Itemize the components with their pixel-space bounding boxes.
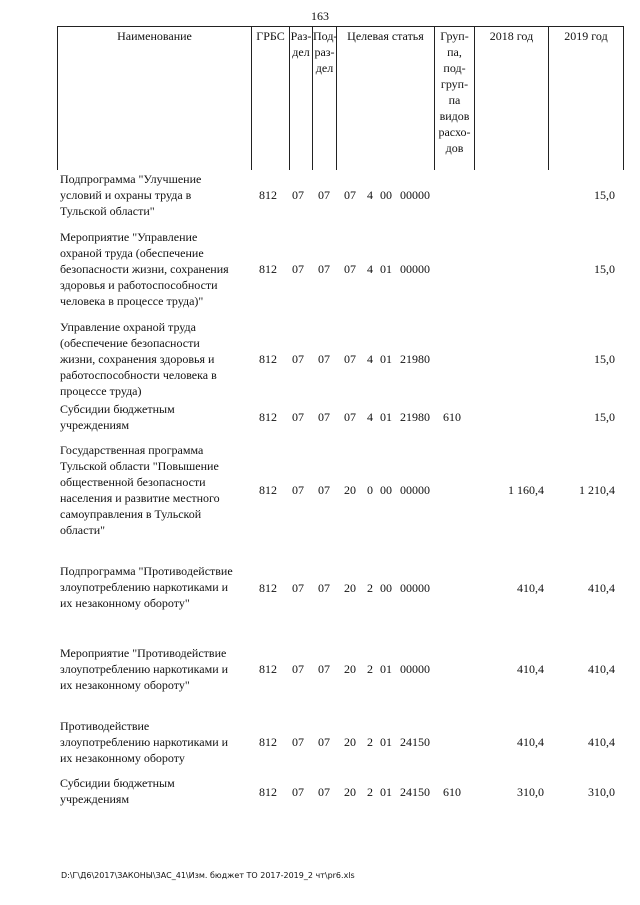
row-razdel: 07 [292, 483, 304, 497]
row-razdel: 07 [292, 410, 304, 424]
row-target-subprogram: 2 [367, 581, 373, 595]
row-target-direction: 21980 [400, 410, 430, 424]
row-target-event: 01 [380, 410, 392, 424]
row-target-program: 07 [344, 352, 356, 366]
row-target-direction: 00000 [400, 188, 430, 202]
row-target-subprogram: 4 [367, 188, 373, 202]
page-number: 163 [311, 9, 329, 23]
header-grbs: ГРБС [256, 29, 285, 43]
row-2019: 310,0 [588, 785, 615, 799]
row-target-event: 01 [380, 262, 392, 276]
row-razdel: 07 [292, 735, 304, 749]
row-2019: 15,0 [594, 410, 615, 424]
row-podrazdel: 07 [318, 262, 330, 276]
row-2018: 410,4 [517, 735, 544, 749]
row-2019: 15,0 [594, 188, 615, 202]
row-grbs: 812 [259, 662, 277, 676]
row-grbs: 812 [259, 352, 277, 366]
row-grbs: 812 [259, 483, 277, 497]
row-name: Субсидии бюджетным учреждениям [60, 776, 175, 806]
row-target-program: 07 [344, 188, 356, 202]
row-grbs: 812 [259, 188, 277, 202]
row-name: Подпрограмма "Противодействие злоупотреблению наркотиками и их незаконному обороту" [60, 564, 233, 610]
row-grbs: 812 [259, 735, 277, 749]
row-expense-group: 610 [443, 785, 461, 799]
row-target-program: 20 [344, 581, 356, 595]
row-grbs: 812 [259, 262, 277, 276]
row-podrazdel: 07 [318, 581, 330, 595]
row-razdel: 07 [292, 785, 304, 799]
row-razdel: 07 [292, 188, 304, 202]
row-target-program: 20 [344, 483, 356, 497]
header-border-2018 [474, 26, 475, 170]
row-target-program: 20 [344, 735, 356, 749]
row-target-event: 00 [380, 581, 392, 595]
header-group: Груп- па, под- груп- па видов расхо- дов [438, 29, 471, 155]
row-podrazdel: 07 [318, 735, 330, 749]
row-target-event: 01 [380, 352, 392, 366]
header-razdel: Раз- дел [290, 29, 312, 59]
row-razdel: 07 [292, 262, 304, 276]
row-razdel: 07 [292, 662, 304, 676]
row-razdel: 07 [292, 352, 304, 366]
row-target-subprogram: 4 [367, 262, 373, 276]
row-target-program: 07 [344, 262, 356, 276]
row-grbs: 812 [259, 785, 277, 799]
row-target-event: 01 [380, 662, 392, 676]
row-podrazdel: 07 [318, 352, 330, 366]
row-name: Управление охраной труда (обеспечение безопасности жизни, сохранения здоровья и работоспособности человека в процессе труда) [60, 320, 217, 398]
row-target-program: 20 [344, 662, 356, 676]
header-2018: 2018 год [489, 29, 534, 43]
row-name: Субсидии бюджетным учреждениям [60, 402, 175, 432]
row-target-program: 20 [344, 785, 356, 799]
row-2018: 1 160,4 [508, 483, 544, 497]
row-target-direction: 21980 [400, 352, 430, 366]
row-target-program: 07 [344, 410, 356, 424]
row-target-event: 01 [380, 735, 392, 749]
row-target-direction: 24150 [400, 785, 430, 799]
header-border-grbs [251, 26, 252, 170]
row-target-subprogram: 4 [367, 410, 373, 424]
row-name: Противодействие злоупотреблению наркотиками и их незаконному обороту [60, 719, 229, 765]
row-2019: 410,4 [588, 735, 615, 749]
row-2018: 310,0 [517, 785, 544, 799]
header-2019: 2019 год [564, 29, 608, 43]
header-podrazdel: Под- раз- дел [313, 29, 338, 75]
row-expense-group: 610 [443, 410, 461, 424]
header-top-rule [57, 26, 624, 27]
row-podrazdel: 07 [318, 410, 330, 424]
row-target-subprogram: 2 [367, 662, 373, 676]
row-podrazdel: 07 [318, 785, 330, 799]
row-target-direction: 00000 [400, 483, 430, 497]
row-name: Подпрограмма "Улучшение условий и охраны труда в Тульской области" [60, 172, 202, 218]
header-border-right [623, 26, 624, 170]
row-name: Мероприятие "Управление охраной труда (обеспечение безопасности жизни, сохранения здоровья и работоспособности человека в процессе труда)" [60, 230, 229, 308]
row-2019: 1 210,4 [579, 483, 615, 497]
row-razdel: 07 [292, 581, 304, 595]
row-podrazdel: 07 [318, 483, 330, 497]
row-2019: 410,4 [588, 662, 615, 676]
row-podrazdel: 07 [318, 188, 330, 202]
row-target-direction: 00000 [400, 262, 430, 276]
file-path-footer: D:\Г\Д6\2017\ЗАКОНЫ\ЗАС_41\Изм. бюджет ТО 2017-2019_2 чт\pr6.xls [61, 871, 355, 880]
row-name: Государственная программа Тульской области "Повышение общественной безопасности населения и развитие местного самоуправления в Тульской области" [60, 443, 220, 537]
header-target: Целевая статья [347, 29, 424, 43]
row-name: Мероприятие "Противодействие злоупотреблению наркотиками и их незаконному обороту" [60, 646, 229, 692]
row-target-direction: 24150 [400, 735, 430, 749]
row-2018: 410,4 [517, 581, 544, 595]
row-grbs: 812 [259, 581, 277, 595]
row-target-direction: 00000 [400, 662, 430, 676]
header-name: Наименование [117, 29, 192, 43]
row-grbs: 812 [259, 410, 277, 424]
row-target-event: 00 [380, 483, 392, 497]
row-target-subprogram: 0 [367, 483, 373, 497]
header-border-target [336, 26, 337, 170]
row-target-direction: 00000 [400, 581, 430, 595]
row-target-event: 01 [380, 785, 392, 799]
row-target-subprogram: 2 [367, 735, 373, 749]
row-2019: 410,4 [588, 581, 615, 595]
row-2019: 15,0 [594, 352, 615, 366]
row-target-subprogram: 2 [367, 785, 373, 799]
header-border-2019 [548, 26, 549, 170]
row-podrazdel: 07 [318, 662, 330, 676]
row-target-subprogram: 4 [367, 352, 373, 366]
header-border-left [57, 26, 58, 170]
row-2018: 410,4 [517, 662, 544, 676]
row-2019: 15,0 [594, 262, 615, 276]
row-target-event: 00 [380, 188, 392, 202]
